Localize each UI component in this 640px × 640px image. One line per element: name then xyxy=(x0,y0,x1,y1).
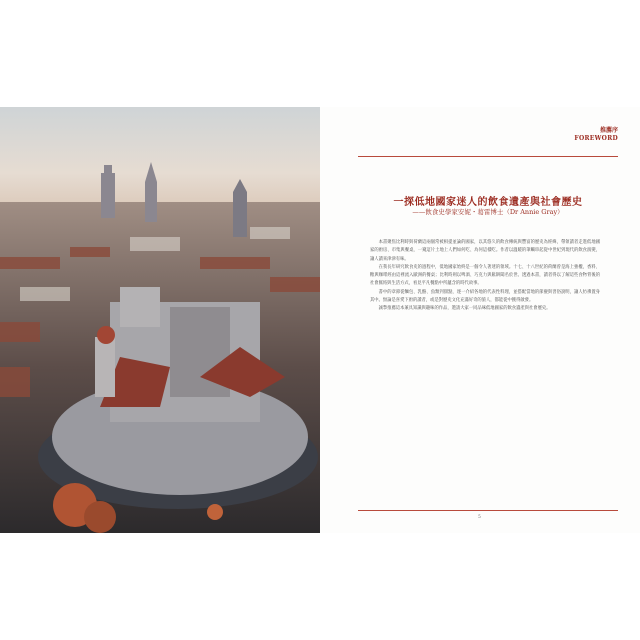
paragraph: 本書聚焦比利時與荷蘭這兩個常被相提並論的國家，以其悠久的飲食傳統與豐富的歷史為經緯，帶領讀者走進低地國家的廚房、市集與餐桌，一窺這片土地上人們如何吃、為何這樣吃。作者以溫暖的筆觸串起從中世紀到現代的飲食演變，讓人讀來津津有味。 xyxy=(370,240,600,262)
page-number: 5 xyxy=(478,515,481,520)
paragraph: 誠摯推薦這本兼具知識與趣味的作品，邀請大家一同品味低地國家的飲食遺產與社會歷史。 xyxy=(378,306,551,312)
page-title: 一探低地國家迷人的飲食遺產與社會歷史 xyxy=(393,197,583,208)
footer-rule xyxy=(358,510,618,511)
paragraph: 書中的章節從麵包、乳酪、魚類到甜點，逐一介紹各地的代表性料理，並搭配當地的節慶與習俗說明，讓人彷彿置身其中。無論是喜愛下廚的讀者，或是對歷史文化充滿好奇的旅人，都能從中獲得啟發。 xyxy=(370,289,600,304)
foreword-page xyxy=(320,107,640,533)
section-tag-en: FOREWORD xyxy=(574,135,618,142)
paragraph: 在我長年研究飲食史的過程中，低地國家始終是一個令人著迷的領域。十七、十八世紀的荷蘭曾是海上強權，香料、糖與咖啡經由這裡流入歐洲的餐桌；比利時則以啤酒、巧克力與鬆餅聞名於世。透過本書，讀者得以了解這些食物背後的社會脈絡與生活方式，看見平凡餐點中所蘊含的時代故事。 xyxy=(370,264,600,287)
section-tag-zh: 推薦序 xyxy=(599,127,618,134)
gravensteen-castle-image xyxy=(0,107,320,533)
city-aerial-photo xyxy=(0,107,320,533)
page-subtitle: ——飲食史學家安妮・葛雷博士（Dr Annie Gray） xyxy=(412,208,564,216)
header-rule xyxy=(358,156,618,157)
body-text xyxy=(370,239,600,314)
section-tag xyxy=(574,127,618,143)
